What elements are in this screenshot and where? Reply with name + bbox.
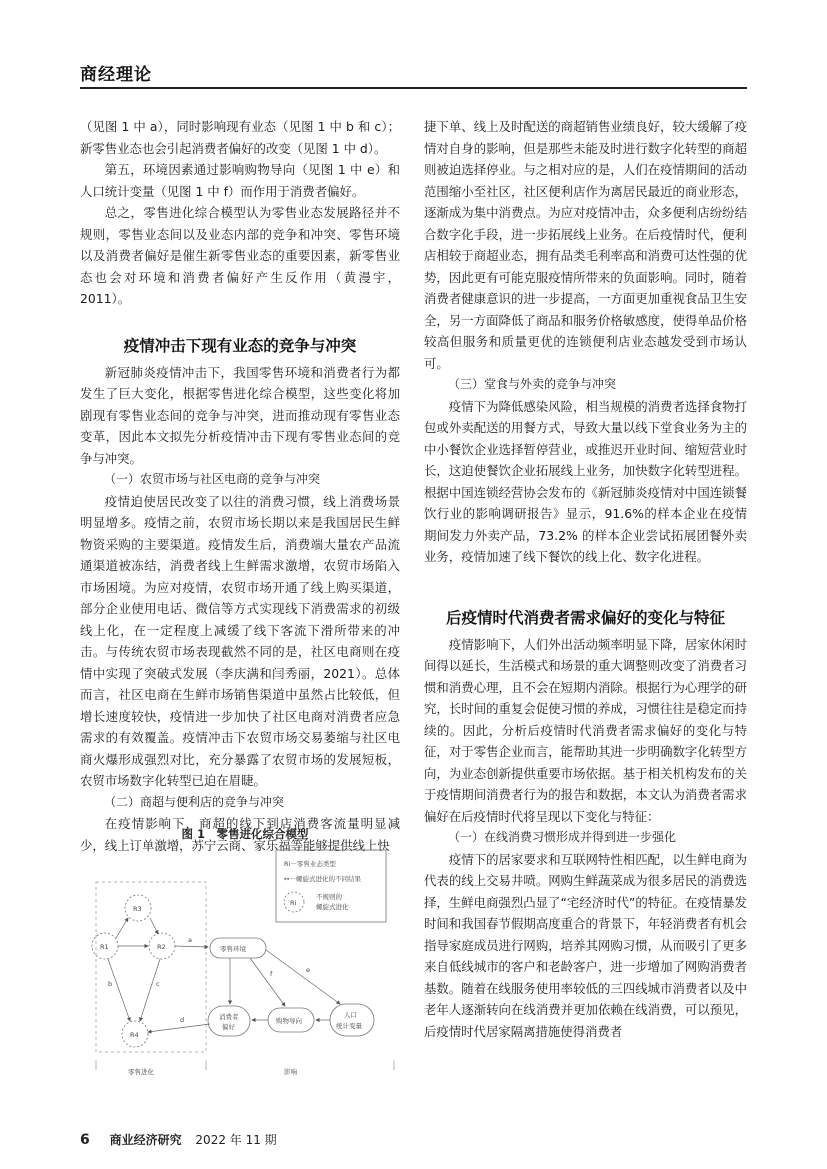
paragraph: 第五，环境因素通过影响购物导向（见图 1 中 e）和人口统计变量（见图 1 中 f）而作用于消费者偏好。 xyxy=(80,162,400,199)
arrow-label: a xyxy=(188,936,192,944)
paragraph: 总之，零售进化综合模型认为零售业态发展路径并不规则，零售业态间以及业态内部的竞争和冲突、零售环境以及消费者偏好是催生新零售业态的重要因素，新零售业态也会对环境和消费者偏好产生反作用（黄漫宇，2011）。 xyxy=(80,205,400,306)
page-number: 6 xyxy=(80,1132,90,1148)
legend-text: ↔－螺旋式进化的不同结果 xyxy=(284,875,361,883)
node-label: 偏好 xyxy=(222,1023,235,1031)
paragraph: 疫情下为降低感染风险，相当规模的消费者选择食物打包或外卖配送的用餐方式，导致大量以线下堂食业务为主的中小餐饮企业选择暂停营业，或推迟开业时间、缩短营业时长，这迫使餐饮企业拓展线上业务，加快数字化转型进程。根据中国连锁经营协会发布的《新冠肺炎疫情对中国连锁餐饮行业的影响调研报告》显示，91.6%的样本企业在疫情期间发力外卖产品，73.2% 的样本企业尝试拓展团餐外卖业务，疫情加速了线下餐饮的线上化、数字化进程。 xyxy=(424,398,747,564)
paragraph: 疫情影响下，人们外出活动频率明显下降，居家休闲时间得以延长，生活模式和场景的重大调整则改变了消费者习惯和消费心理，且不会在短期内消除。根据行为心理学的研究，长时间的重复会促使习惯的养成，习惯往往是稳定而持续的。因此，分析后疫情时代消费者需求偏好的变化与特征，对于零售企业而言，能帮助其进一步明确数字化转型方向，为业态创新提供重要市场依据。基于相关机构发布的关于疫情期间消费者行为的报告和数据，本文认为消费者需求偏好在后疫情时代将呈现以下变化与特征： xyxy=(424,636,747,824)
node-label: R2 xyxy=(157,943,166,951)
issue-label: 2022 年 11 期 xyxy=(195,1133,277,1147)
paragraph: 疫情下的居家要求和互联网特性相匹配，以生鲜电商为代表的线上交易井喷。网购生鲜蔬菜成为很多居民的消费选择，生鲜电商强烈凸显了“宅经济时代”的特征。在疫情暴发时间和我国春节假期高度重合的背景下，年轻消费者有机会指导家庭成员进行网购，培养其网购习惯，从而吸引了更多来自低线城市的客户和老龄客户，进一步增加了网购消费者基数。随着在线服务使用率较低的三四线城市消费者以及中老年人逐渐转向在线消费并更加依赖在线消费，可以预见，后疫情时代居家隔离措施使得消费者 xyxy=(424,851,747,1039)
node-label: 零售环境 xyxy=(220,945,246,953)
legend-text: 螺旋式进化 xyxy=(316,903,349,911)
arrow-label: c xyxy=(156,980,160,988)
subsection-heading: （三）堂食与外卖的竞争与冲突 xyxy=(448,377,617,391)
node-label: R1 xyxy=(100,943,109,951)
paragraph: 疫情迫使居民改变了以往的消费习惯，线上消费场景明显增多。疫情之前，农贸市场长期以来是我国居民生鲜物资采购的主要渠道。疫情发生后，消费端大量农产品流通渠道被冻结，消费者线上生鲜需求激增，农贸市场陷入市场困境。为应对疫情，农贸市场开通了线上购买渠道，部分企业使用电话、微信等方式实现线下消费需求的初级线上化，在一定程度上减缓了线下客流下滑所带来的冲击。与传统农贸市场表现截然不同的是，社区电商则在疫情中实现了突破式发展（李庆满和闫秀丽，2021）。总体而言，社区电商在生鲜市场销售渠道中虽然占比较低，但增长速度较快，疫情进一步加快了社区电商对消费者应急需求的有效覆盖。疫情冲击下农贸市场交易萎缩与社区电商火爆形成强烈对比，充分暴露了农贸市场的发展短板，农贸市场数字化转型已迫在眉睫。 xyxy=(80,493,400,788)
node-label: 消费者 xyxy=(219,1013,239,1021)
arrow-label: e xyxy=(306,966,310,974)
journal-name: 商业经济研究 xyxy=(109,1133,182,1147)
arrow-b xyxy=(108,959,130,1021)
section-header: 商经理论 xyxy=(80,65,152,85)
legend-text: 不规则的 xyxy=(316,893,342,901)
left-column xyxy=(80,116,400,856)
arrow-d xyxy=(148,1024,210,1032)
figure-caption-right: 影响 xyxy=(284,1068,297,1076)
header-rule xyxy=(80,87,747,89)
subsection-heading: （二）商超与便利店的竞争与冲突 xyxy=(104,794,285,809)
figure-title: 图 1 零售进化综合模型 xyxy=(181,827,309,841)
paragraph: 新冠肺炎疫情冲击下，我国零售环境和消费者行为都发生了巨大变化，根据零售进化综合模型，这些变化将加剧现有零售业态间的竞争与冲突，进而推动现有零售业态变革，因此本文拟先分析疫情冲击下现有零售业态间的竞争与冲突。 xyxy=(80,364,400,466)
right-column xyxy=(424,116,747,1042)
legend-text: Ri－零售业态类型 xyxy=(284,860,336,868)
subsection-heading: （一）农贸市场与社区电商的竞争与冲突 xyxy=(104,472,321,486)
arrow-a xyxy=(175,946,208,947)
figure-caption-left: 零售进化 xyxy=(128,1068,154,1076)
legend-text: Ri xyxy=(290,899,297,907)
node-label: R3 xyxy=(133,905,142,913)
arrow xyxy=(150,918,158,934)
node-label: 统计变量 xyxy=(336,1022,362,1030)
arrow-label: d xyxy=(180,1016,185,1024)
node-consumer-preference xyxy=(208,1006,250,1036)
node-label: 购物导向 xyxy=(276,1017,302,1025)
arrow-label: f xyxy=(270,970,273,978)
section-heading: 疫情冲击下现有业态的竞争与冲突 xyxy=(123,336,357,355)
page-footer xyxy=(80,1131,277,1148)
subsection-heading: （一）在线消费习惯形成并得到进一步强化 xyxy=(448,830,677,844)
arrow-f xyxy=(250,958,285,1006)
arrow xyxy=(116,918,128,938)
node-label: 人口 xyxy=(344,1011,357,1019)
arrow-c xyxy=(140,959,160,1021)
paragraph: 捷下单、线上及时配送的商超销售业绩良好，较大缓解了疫情对自身的影响，但是那些未能及时进行数字化转型的商超则被迫选择停业。与之相对应的是，人们在疫情期间的活动范围缩小至社区，社区便利店作为离居民最近的商业形态，逐渐成为集中消费点。为应对疫情冲击，众多便利店纷纷结合数字化手段，进一步拓展线上业务。在后疫情时代，便利店相较于商超业态，拥有品类毛利率高和消费可达性强的优势，因此更有可能克服疫情所带来的负面影响。同时，随着消费者健康意识的进一步提高，一方面更加重视食品卫生安全，另一方面降低了商品和服务价格敏感度，使得单品价格较高但服务和质量更优的连锁便利店业态越发受到市场认可。 xyxy=(424,119,747,371)
figure-retail-evolution-model xyxy=(80,846,410,1076)
node-demographics xyxy=(330,1004,374,1036)
arrow-e xyxy=(266,950,340,1004)
paragraph: 在疫情影响下，商超的线下到店消费客流量明显减少，线上订单激增，苏宁云商、家乐福等能够提供线上快 xyxy=(80,816,400,853)
figure-svg xyxy=(80,846,410,1076)
node-label: R4 xyxy=(130,1031,139,1039)
paragraph: （见图 1 中 a），同时影响现有业态（见图 1 中 b 和 c）；新零售业态也会引起消费者偏好的改变（见图 1 中 d）。 xyxy=(80,119,400,156)
section-heading: 后疫情时代消费者需求偏好的变化与特征 xyxy=(445,608,725,627)
arrow-label: b xyxy=(108,980,113,988)
